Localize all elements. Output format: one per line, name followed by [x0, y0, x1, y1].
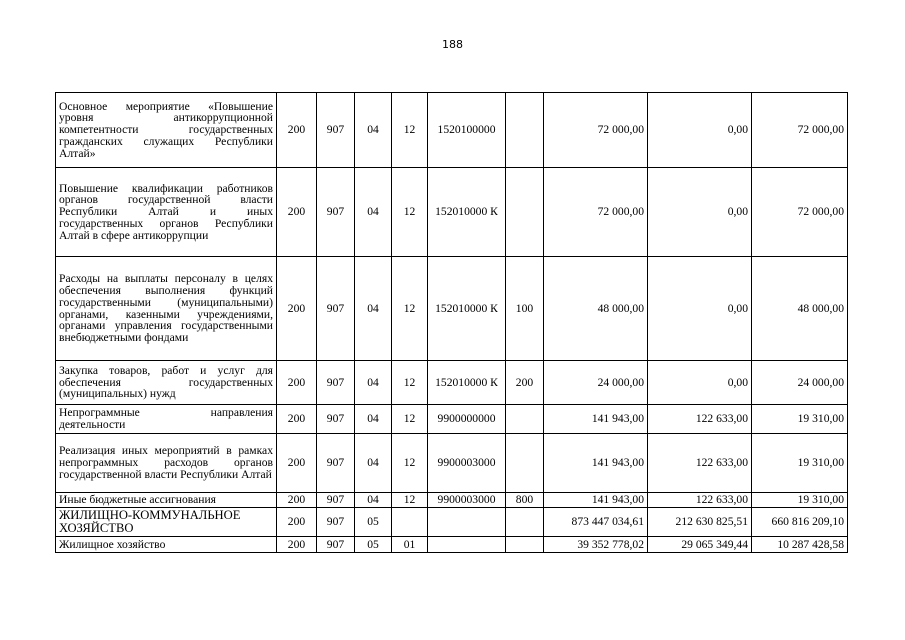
amount-col2: 0,00 — [648, 257, 752, 361]
section-code: 04 — [355, 93, 392, 168]
ved-code: 200 — [277, 93, 317, 168]
target-article-code: 152010000 К — [428, 257, 506, 361]
amount-total: 39 352 778,02 — [544, 537, 648, 553]
amount-col2: 0,00 — [648, 168, 752, 257]
amount-col2: 122 633,00 — [648, 405, 752, 434]
row-name: Повышение квалификации работников органов государственной власти Республики Алтай и иных государственных органов Республики Алтай в сфере антикоррупции — [56, 168, 277, 257]
amount-total: 72 000,00 — [544, 168, 648, 257]
row-name: Закупка товаров, работ и услуг для обеспечения государственных (муниципальных) нужд — [56, 361, 277, 405]
expense-type-code — [506, 434, 544, 493]
target-article-code — [428, 508, 506, 537]
amount-col3: 10 287 428,58 — [752, 537, 848, 553]
target-article-code: 152010000 К — [428, 168, 506, 257]
subsection-code: 12 — [392, 168, 428, 257]
expense-type-code — [506, 405, 544, 434]
amount-total: 72 000,00 — [544, 93, 648, 168]
grbs-code: 907 — [317, 434, 355, 493]
target-article-code: 9900003000 — [428, 434, 506, 493]
ved-code: 200 — [277, 168, 317, 257]
target-article-code: 9900000000 — [428, 405, 506, 434]
row-name: Иные бюджетные ассигнования — [56, 493, 277, 508]
section-code: 04 — [355, 168, 392, 257]
grbs-code: 907 — [317, 508, 355, 537]
subsection-code: 12 — [392, 493, 428, 508]
amount-col3: 19 310,00 — [752, 434, 848, 493]
ved-code: 200 — [277, 537, 317, 553]
row-name: Непрограммные направления деятельности — [56, 405, 277, 434]
table-row — [56, 405, 848, 434]
amount-total: 141 943,00 — [544, 493, 648, 508]
grbs-code: 907 — [317, 537, 355, 553]
target-article-code — [428, 537, 506, 553]
amount-col3: 19 310,00 — [752, 405, 848, 434]
ved-code: 200 — [277, 405, 317, 434]
amount-col3: 19 310,00 — [752, 493, 848, 508]
amount-col2: 122 633,00 — [648, 434, 752, 493]
row-name: ЖИЛИЩНО-КОММУНАЛЬНОЕ ХОЗЯЙСТВО — [56, 508, 277, 537]
row-name: Расходы на выплаты персоналу в целях обеспечения выполнения функций государственными (муниципальными) органами, казенными учреждениями, органами управления государственными внебюджетными фондами — [56, 257, 277, 361]
amount-col3: 660 816 209,10 — [752, 508, 848, 537]
subsection-code: 12 — [392, 93, 428, 168]
budget-table — [55, 92, 848, 553]
amount-total: 24 000,00 — [544, 361, 648, 405]
ved-code: 200 — [277, 434, 317, 493]
subsection-code — [392, 508, 428, 537]
section-code: 04 — [355, 361, 392, 405]
expense-type-code — [506, 168, 544, 257]
table-row — [56, 434, 848, 493]
amount-total: 48 000,00 — [544, 257, 648, 361]
section-code: 04 — [355, 493, 392, 508]
target-article-code: 152010000 К — [428, 361, 506, 405]
amount-col2: 212 630 825,51 — [648, 508, 752, 537]
ved-code: 200 — [277, 493, 317, 508]
amount-col2: 29 065 349,44 — [648, 537, 752, 553]
amount-total: 141 943,00 — [544, 405, 648, 434]
row-name: Жилищное хозяйство — [56, 537, 277, 553]
ved-code: 200 — [277, 361, 317, 405]
grbs-code: 907 — [317, 257, 355, 361]
amount-total: 141 943,00 — [544, 434, 648, 493]
target-article-code: 1520100000 — [428, 93, 506, 168]
expense-type-code: 800 — [506, 493, 544, 508]
table-row — [56, 537, 848, 553]
amount-col2: 0,00 — [648, 361, 752, 405]
table-row — [56, 508, 848, 537]
expense-type-code — [506, 508, 544, 537]
amount-col3: 24 000,00 — [752, 361, 848, 405]
grbs-code: 907 — [317, 405, 355, 434]
table-row — [56, 493, 848, 508]
grbs-code: 907 — [317, 168, 355, 257]
subsection-code: 12 — [392, 361, 428, 405]
amount-col3: 48 000,00 — [752, 257, 848, 361]
subsection-code: 12 — [392, 405, 428, 434]
table-row — [56, 93, 848, 168]
amount-col3: 72 000,00 — [752, 93, 848, 168]
section-code: 04 — [355, 257, 392, 361]
row-name: Реализация иных мероприятий в рамках непрограммных расходов органов государственной власти Республики Алтай — [56, 434, 277, 493]
table-row — [56, 257, 848, 361]
row-name: Основное мероприятие «Повышение уровня антикоррупционной компетентности государственных гражданских служащих Республики Алтай» — [56, 93, 277, 168]
subsection-code: 01 — [392, 537, 428, 553]
ved-code: 200 — [277, 508, 317, 537]
section-code: 04 — [355, 405, 392, 434]
grbs-code: 907 — [317, 361, 355, 405]
amount-total: 873 447 034,61 — [544, 508, 648, 537]
amount-col2: 122 633,00 — [648, 493, 752, 508]
expense-type-code: 100 — [506, 257, 544, 361]
expense-type-code — [506, 93, 544, 168]
expense-type-code: 200 — [506, 361, 544, 405]
section-code: 04 — [355, 434, 392, 493]
amount-col3: 72 000,00 — [752, 168, 848, 257]
expense-type-code — [506, 537, 544, 553]
subsection-code: 12 — [392, 257, 428, 361]
ved-code: 200 — [277, 257, 317, 361]
target-article-code: 9900003000 — [428, 493, 506, 508]
grbs-code: 907 — [317, 493, 355, 508]
table-row — [56, 168, 848, 257]
section-code: 05 — [355, 537, 392, 553]
subsection-code: 12 — [392, 434, 428, 493]
amount-col2: 0,00 — [648, 93, 752, 168]
section-code: 05 — [355, 508, 392, 537]
grbs-code: 907 — [317, 93, 355, 168]
page-number: 188 — [442, 38, 463, 51]
table-row — [56, 361, 848, 405]
